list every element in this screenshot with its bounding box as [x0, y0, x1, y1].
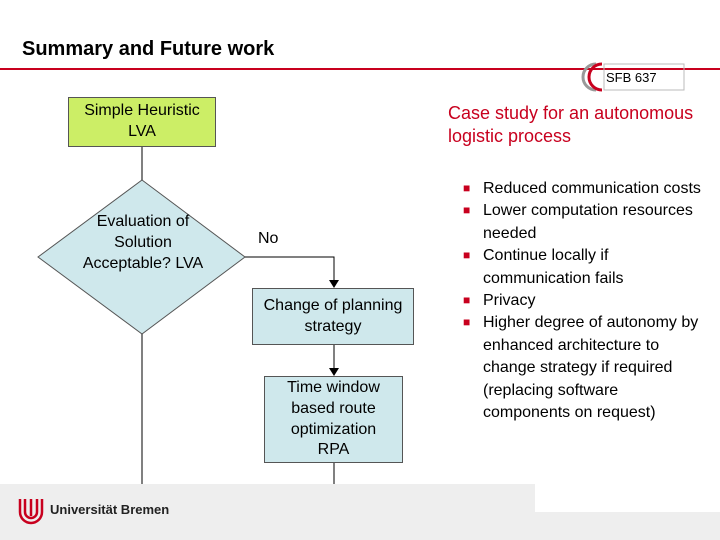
arrowhead-no-icon [329, 280, 339, 288]
flow-step-change-strategy: Change of planning strategy [252, 288, 414, 345]
flow-step-route-optimization: Time window based route optimization RPA [264, 376, 403, 463]
university-name: Universität Bremen [50, 502, 170, 517]
arrowhead-step3-icon [329, 368, 339, 376]
flow-step-heuristic: Simple Heuristic LVA [68, 97, 216, 147]
connector-no-branch [245, 257, 334, 280]
list-item: ■ Higher degree of autonomy by enhanced architecture to change strategy if required (replacing software components on request) [463, 314, 699, 421]
university-logo-icon [16, 496, 46, 526]
bullet-square-icon: ■ [463, 181, 471, 195]
bullet-square-icon: ■ [463, 292, 471, 307]
list-item: ■ Reduced communication costs [463, 180, 701, 197]
bullet-square-icon: ■ [463, 248, 471, 263]
sfb-label: SFB 637 [606, 70, 657, 85]
case-study-heading: Case study for an autonomous logistic process [448, 103, 694, 147]
case-study-bullets [463, 178, 708, 424]
slide-title: Summary and Future work [22, 38, 275, 60]
footer-white-patch [535, 484, 720, 512]
list-item: ■ Continue locally if communication fails [463, 247, 624, 287]
list-item: ■ Privacy [463, 291, 536, 309]
flow-decision-text: Evaluation of Solution Acceptable? LVA [82, 213, 204, 272]
no-branch-label: No [258, 230, 279, 247]
list-item: ■ Lower computation resources needed [463, 202, 693, 242]
bullet-square-icon: ■ [463, 203, 471, 218]
bullet-square-icon: ■ [463, 315, 471, 330]
